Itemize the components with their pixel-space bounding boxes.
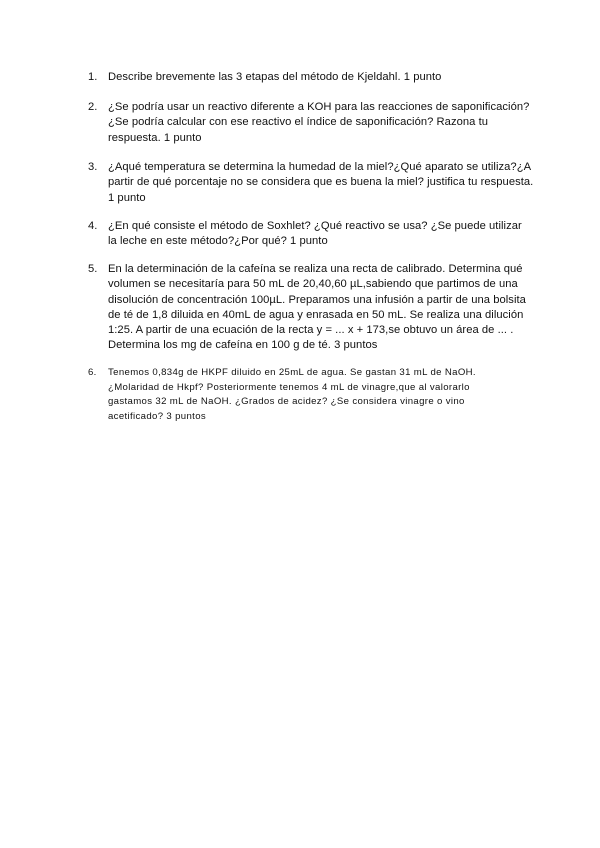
question-text-line: Describe brevemente las 3 etapas del método de Kjeldahl. 1 punto <box>108 71 442 83</box>
question-text-line: ¿Se podría usar un reactivo diferente a KOH para las reacciones de saponificación? <box>108 101 530 113</box>
question-2 <box>88 100 538 146</box>
question-text-line: acetificado? 3 puntos <box>108 410 207 422</box>
question-number: 5. <box>88 263 98 275</box>
question-1 <box>88 70 538 85</box>
question-text-line: ¿Molaridad de Hkpf? Posteriormente tenemos 4 mL de vinagre,que al valorarlo <box>108 381 470 393</box>
question-text-line: de té de 1,8 diluida en 40mL de agua y enrasada en 50 mL. Se realiza una dilución <box>108 308 524 321</box>
question-4 <box>88 219 538 250</box>
question-3 <box>88 160 538 206</box>
question-5 <box>88 262 538 354</box>
question-text-line: Tenemos 0,834g de HKPF diluido en 25mL de agua. Se gastan 31 mL de NaOH. <box>108 367 476 378</box>
question-text-line: partir de qué porcentaje no se considera que es buena la miel? justifica tu respuesta. <box>108 176 534 189</box>
question-text-line: la leche en este método?¿Por qué? 1 punto <box>108 235 328 248</box>
question-number: 6. <box>88 367 97 378</box>
question-text-line: ¿Se podría calcular con ese reactivo el índice de saponificación? Razona tu <box>108 116 488 129</box>
question-text-line: disolución de concentración 100µL. Preparamos una infusión a partir de una bolsita <box>108 293 526 306</box>
question-number: 3. <box>88 161 98 173</box>
question-6 <box>88 366 538 424</box>
question-text-line: Determina los mg de cafeína en 100 g de té. 3 puntos <box>108 339 378 352</box>
question-text-line: ¿Aqué temperatura se determina la humedad de la miel?¿Qué aparato se utiliza?¿A <box>108 161 532 173</box>
question-text-line: 1 punto <box>108 191 146 204</box>
question-text-line: volumen se necesitaría para 50 mL de 20,40,60 µL,sabiendo que partimos de una <box>108 278 518 291</box>
question-text-line: gastamos 32 mL de NaOH. ¿Grados de acidez? ¿Se considera vinagre o vino <box>108 396 465 408</box>
question-number: 4. <box>88 220 98 232</box>
question-text-line: ¿En qué consiste el método de Soxhlet? ¿Qué reactivo se usa? ¿Se puede utilizar <box>108 220 522 232</box>
question-text-line: respuesta. 1 punto <box>108 131 202 144</box>
question-number: 2. <box>88 101 98 113</box>
question-text-line: En la determinación de la cafeína se realiza una recta de calibrado. Determina qué <box>108 263 523 275</box>
question-text-line: 1:25. A partir de una ecuación de la recta y = ... x + 173,se obtuvo un área de ... . <box>108 324 514 337</box>
question-number: 1. <box>88 71 98 83</box>
